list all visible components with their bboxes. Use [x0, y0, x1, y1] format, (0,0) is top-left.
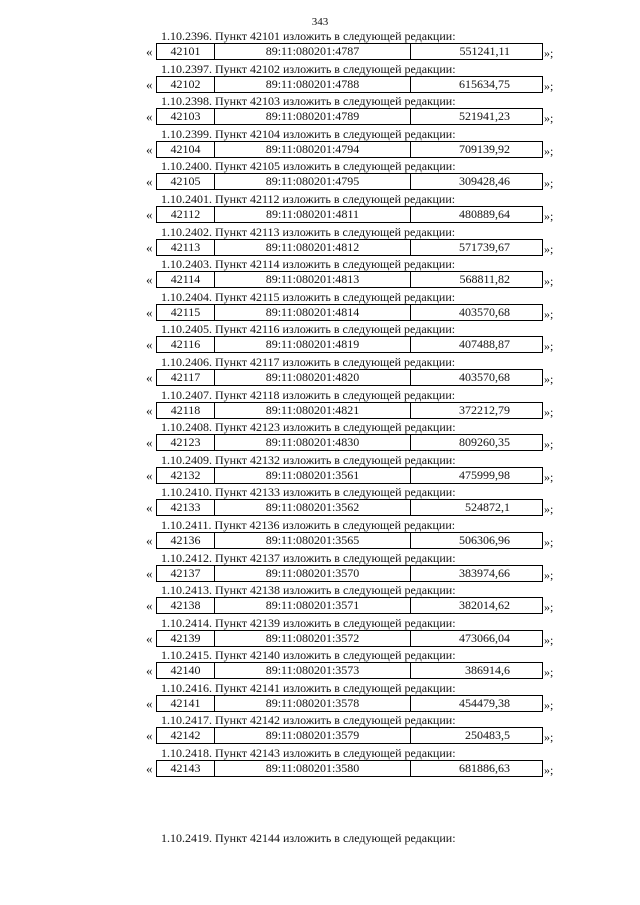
- value-cell: 681886,63: [459, 761, 510, 776]
- open-quote: «: [146, 174, 153, 190]
- amendment-entry: [0, 551, 640, 584]
- table-cells: [156, 271, 543, 288]
- close-quote: »;: [544, 143, 554, 158]
- item-number-cell: 42116: [157, 337, 215, 352]
- amendment-heading: 1.10.2413. Пункт 42138 изложить в следующей редакции:: [161, 583, 456, 598]
- table-row: [0, 206, 640, 223]
- table-cells: [156, 369, 543, 386]
- table-row: [0, 336, 640, 353]
- table-cells: [156, 597, 543, 614]
- table-cells: [156, 760, 543, 777]
- amendment-heading: 1.10.2405. Пункт 42116 изложить в следующей редакции:: [161, 322, 456, 337]
- close-quote: »;: [544, 306, 554, 321]
- open-quote: «: [146, 272, 153, 288]
- amendment-entry: [0, 648, 640, 681]
- table-row: [0, 467, 640, 484]
- table-row: [0, 402, 640, 419]
- close-quote: »;: [544, 632, 554, 647]
- open-quote: «: [146, 761, 153, 777]
- open-quote: «: [146, 304, 153, 320]
- item-number-cell: 42103: [157, 109, 215, 124]
- amendment-entry: [0, 485, 640, 518]
- table-cells: [156, 108, 543, 125]
- item-number-cell: 42105: [157, 174, 215, 189]
- cadastral-number-cell: 89:11:080201:4812: [215, 240, 411, 255]
- open-quote: «: [146, 500, 153, 516]
- value-cell: 521941,23: [459, 109, 510, 124]
- value-cell: 551241,11: [459, 44, 510, 58]
- value-cell: 568811,82: [459, 272, 510, 287]
- amendment-entry: [0, 616, 640, 649]
- table-row: [0, 695, 640, 712]
- table-cells: [156, 630, 543, 647]
- cadastral-number-cell: 89:11:080201:3573: [215, 663, 411, 678]
- cadastral-number-cell: 89:11:080201:3565: [215, 533, 411, 548]
- value-cell: 403570,68: [459, 304, 510, 319]
- amendment-entry: [0, 62, 640, 95]
- table-cells: [156, 402, 543, 419]
- amendment-heading: 1.10.2399. Пункт 42104 изложить в следующей редакции:: [161, 126, 456, 141]
- amendment-entry: [0, 225, 640, 258]
- value-cell: 524872,1: [465, 500, 510, 515]
- amendment-entry: [0, 420, 640, 453]
- item-number-cell: 42101: [157, 44, 215, 59]
- table-row: [0, 434, 640, 451]
- amendment-heading: 1.10.2414. Пункт 42139 изложить в следующей редакции:: [161, 615, 456, 630]
- open-quote: «: [146, 728, 153, 744]
- table-row: [0, 662, 640, 679]
- amendment-entry: [0, 518, 640, 551]
- cadastral-number-cell: 89:11:080201:4788: [215, 77, 411, 92]
- table-cells: [156, 336, 543, 353]
- open-quote: «: [146, 565, 153, 581]
- value-cell: 383974,66: [459, 565, 510, 580]
- item-number-cell: 42132: [157, 468, 215, 483]
- cadastral-number-cell: 89:11:080201:4830: [215, 435, 411, 450]
- cadastral-number-cell: 89:11:080201:3570: [215, 566, 411, 581]
- table-cells: [156, 304, 543, 321]
- cadastral-number-cell: 89:11:080201:4789: [215, 109, 411, 124]
- item-number-cell: 42115: [157, 305, 215, 320]
- amendment-heading: 1.10.2396. Пункт 42101 изложить в следующей редакции:: [161, 29, 456, 43]
- close-quote: »;: [544, 78, 554, 93]
- item-number-cell: 42113: [157, 240, 215, 255]
- amendment-entry: [0, 355, 640, 388]
- amendment-heading: 1.10.2412. Пункт 42137 изложить в следующей редакции:: [161, 550, 456, 565]
- cadastral-number-cell: 89:11:080201:3578: [215, 696, 411, 711]
- close-quote: »;: [544, 404, 554, 419]
- value-cell: 615634,75: [459, 76, 510, 91]
- table-cells: [156, 239, 543, 256]
- item-number-cell: 42104: [157, 142, 215, 157]
- item-number-cell: 42118: [157, 403, 215, 418]
- table-row: [0, 565, 640, 582]
- table-row: [0, 271, 640, 288]
- value-cell: 250483,5: [465, 728, 510, 743]
- open-quote: «: [146, 467, 153, 483]
- value-cell: 475999,98: [459, 467, 510, 482]
- amendment-heading: 1.10.2402. Пункт 42113 изложить в следующей редакции:: [161, 224, 456, 239]
- table-row: [0, 630, 640, 647]
- table-row: [0, 760, 640, 777]
- close-quote: »;: [544, 274, 554, 289]
- table-row: [0, 727, 640, 744]
- cadastral-number-cell: 89:11:080201:3561: [215, 468, 411, 483]
- item-number-cell: 42102: [157, 77, 215, 92]
- amendment-entry: [0, 681, 640, 714]
- cadastral-number-cell: 89:11:080201:3579: [215, 728, 411, 743]
- open-quote: «: [146, 402, 153, 418]
- table-cells: [156, 727, 543, 744]
- cadastral-number-cell: 89:11:080201:3571: [215, 598, 411, 613]
- amendment-heading: 1.10.2403. Пункт 42114 изложить в следующей редакции:: [161, 257, 456, 272]
- cadastral-number-cell: 89:11:080201:4814: [215, 305, 411, 320]
- close-quote: »;: [544, 437, 554, 452]
- close-quote: »;: [544, 208, 554, 223]
- table-cells: [156, 565, 543, 582]
- amendment-entry: [0, 29, 640, 62]
- amendment-entry: [0, 192, 640, 225]
- cadastral-number-cell: 89:11:080201:4795: [215, 174, 411, 189]
- item-number-cell: 42139: [157, 631, 215, 646]
- value-cell: 809260,35: [459, 435, 510, 450]
- close-quote: »;: [544, 730, 554, 745]
- table-cells: [156, 532, 543, 549]
- item-number-cell: 42133: [157, 500, 215, 515]
- close-quote: »;: [544, 111, 554, 126]
- amendment-heading: 1.10.2409. Пункт 42132 изложить в следующей редакции:: [161, 452, 456, 467]
- value-cell: 403570,68: [459, 369, 510, 384]
- amendment-entry: [0, 388, 640, 421]
- close-quote: »;: [544, 697, 554, 712]
- table-row: [0, 43, 640, 60]
- open-quote: «: [146, 337, 153, 353]
- table-cells: [156, 662, 543, 679]
- amendment-entry: [0, 583, 640, 616]
- value-cell: 480889,64: [459, 206, 510, 221]
- amendment-entry: [0, 159, 640, 192]
- value-cell: 571739,67: [459, 239, 510, 254]
- item-number-cell: 42117: [157, 370, 215, 385]
- cadastral-number-cell: 89:11:080201:3572: [215, 631, 411, 646]
- amendment-entry: [0, 257, 640, 290]
- cadastral-number-cell: 89:11:080201:4813: [215, 272, 411, 287]
- item-number-cell: 42138: [157, 598, 215, 613]
- amendment-heading: 1.10.2411. Пункт 42136 изложить в следующей редакции:: [161, 517, 456, 532]
- amendment-heading: 1.10.2406. Пункт 42117 изложить в следующей редакции:: [161, 354, 456, 369]
- page-number: 343: [311, 16, 329, 28]
- item-number-cell: 42112: [157, 207, 215, 222]
- table-cells: [156, 173, 543, 190]
- table-cells: [156, 206, 543, 223]
- table-row: [0, 76, 640, 93]
- table-row: [0, 108, 640, 125]
- close-quote: »;: [544, 534, 554, 549]
- value-cell: 309428,46: [459, 174, 510, 189]
- item-number-cell: 42141: [157, 696, 215, 711]
- cadastral-number-cell: 89:11:080201:4819: [215, 337, 411, 352]
- amendment-heading-final: 1.10.2419. Пункт 42144 изложить в следующей редакции:: [161, 831, 456, 845]
- amendment-entry: [0, 746, 640, 779]
- value-cell: 709139,92: [459, 141, 510, 156]
- table-cells: [156, 43, 543, 60]
- amendment-heading: 1.10.2397. Пункт 42102 изложить в следующей редакции:: [161, 61, 456, 76]
- cadastral-number-cell: 89:11:080201:4787: [215, 44, 411, 59]
- table-row: [0, 369, 640, 386]
- close-quote: »;: [544, 600, 554, 615]
- value-cell: 382014,62: [459, 598, 510, 613]
- item-number-cell: 42123: [157, 435, 215, 450]
- open-quote: «: [146, 369, 153, 385]
- open-quote: «: [146, 695, 153, 711]
- amendment-heading: 1.10.2407. Пункт 42118 изложить в следующей редакции:: [161, 387, 456, 402]
- item-number-cell: 42143: [157, 761, 215, 776]
- table-row: [0, 304, 640, 321]
- value-cell: 386914,6: [465, 663, 510, 678]
- close-quote: »;: [544, 176, 554, 191]
- close-quote: »;: [544, 371, 554, 386]
- cadastral-number-cell: 89:11:080201:3562: [215, 500, 411, 515]
- table-cells: [156, 695, 543, 712]
- open-quote: «: [146, 630, 153, 646]
- amendment-heading: 1.10.2417. Пункт 42142 изложить в следующей редакции:: [161, 713, 456, 728]
- close-quote: »;: [544, 469, 554, 484]
- item-number-cell: 42142: [157, 728, 215, 743]
- amendment-list: [0, 29, 640, 779]
- item-number-cell: 42114: [157, 272, 215, 287]
- amendment-heading: 1.10.2404. Пункт 42115 изложить в следующей редакции:: [161, 289, 456, 304]
- open-quote: «: [146, 239, 153, 255]
- table-cells: [156, 467, 543, 484]
- open-quote: «: [146, 663, 153, 679]
- amendment-heading: 1.10.2401. Пункт 42112 изложить в следующей редакции:: [161, 191, 456, 206]
- open-quote: «: [146, 141, 153, 157]
- amendment-heading: 1.10.2416. Пункт 42141 изложить в следующей редакции:: [161, 680, 456, 695]
- amendment-entry: [0, 322, 640, 355]
- amendment-heading: 1.10.2418. Пункт 42143 изложить в следующей редакции:: [161, 746, 456, 761]
- table-cells: [156, 434, 543, 451]
- amendment-heading: 1.10.2400. Пункт 42105 изложить в следующей редакции:: [161, 159, 456, 174]
- value-cell: 372212,79: [459, 402, 510, 417]
- value-cell: 506306,96: [459, 532, 510, 547]
- open-quote: «: [146, 206, 153, 222]
- amendment-heading: 1.10.2410. Пункт 42133 изложить в следующей редакции:: [161, 485, 456, 500]
- amendment-entry: [0, 453, 640, 486]
- value-cell: 473066,04: [459, 630, 510, 645]
- table-row: [0, 173, 640, 190]
- item-number-cell: 42140: [157, 663, 215, 678]
- close-quote: »;: [544, 763, 554, 778]
- open-quote: «: [146, 435, 153, 451]
- open-quote: «: [146, 598, 153, 614]
- close-quote: »;: [544, 665, 554, 680]
- amendment-heading: 1.10.2408. Пункт 42123 изложить в следующей редакции:: [161, 420, 456, 435]
- amendment-entry: [0, 94, 640, 127]
- close-quote: »;: [544, 46, 554, 60]
- amendment-heading: 1.10.2398. Пункт 42103 изложить в следующей редакции:: [161, 94, 456, 109]
- amendment-entry: [0, 127, 640, 160]
- close-quote: »;: [544, 502, 554, 517]
- amendment-heading: 1.10.2415. Пункт 42140 изложить в следующей редакции:: [161, 648, 456, 663]
- item-number-cell: 42136: [157, 533, 215, 548]
- table-row: [0, 239, 640, 256]
- amendment-entry: [0, 290, 640, 323]
- open-quote: «: [146, 44, 153, 59]
- cadastral-number-cell: 89:11:080201:4811: [215, 207, 411, 222]
- table-row: [0, 499, 640, 516]
- table-row: [0, 597, 640, 614]
- open-quote: «: [146, 76, 153, 92]
- value-cell: 407488,87: [459, 337, 510, 352]
- amendment-entry: [0, 713, 640, 746]
- close-quote: »;: [544, 567, 554, 582]
- table-cells: [156, 76, 543, 93]
- table-row: [0, 532, 640, 549]
- close-quote: »;: [544, 241, 554, 256]
- table-cells: [156, 141, 543, 158]
- cadastral-number-cell: 89:11:080201:4794: [215, 142, 411, 157]
- close-quote: »;: [544, 339, 554, 354]
- table-row: [0, 141, 640, 158]
- cadastral-number-cell: 89:11:080201:4821: [215, 403, 411, 418]
- value-cell: 454479,38: [459, 695, 510, 710]
- cadastral-number-cell: 89:11:080201:4820: [215, 370, 411, 385]
- table-cells: [156, 499, 543, 516]
- open-quote: «: [146, 532, 153, 548]
- open-quote: «: [146, 109, 153, 125]
- cadastral-number-cell: 89:11:080201:3580: [215, 761, 411, 776]
- item-number-cell: 42137: [157, 566, 215, 581]
